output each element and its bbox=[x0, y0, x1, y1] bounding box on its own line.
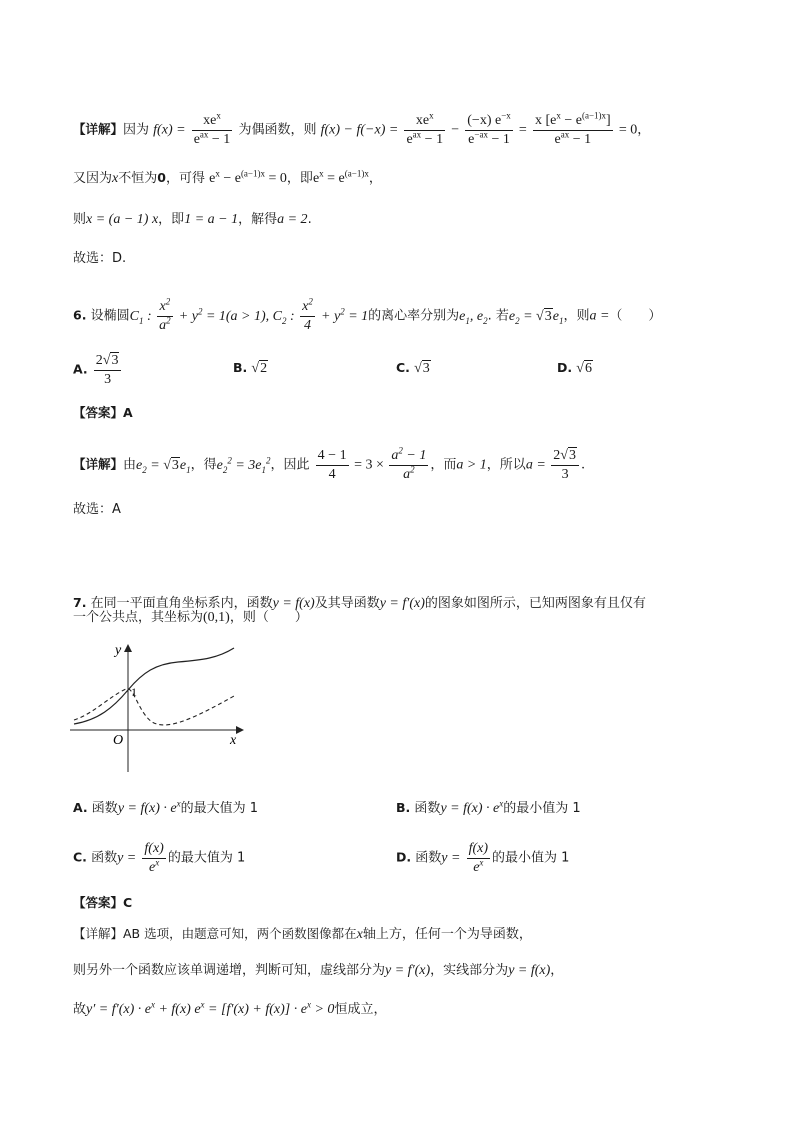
q7-stem-line1: 7. 在同一平面直角坐标系内，函数y = f(x)及其导函数y = f′(x)的图象如图所示，已知两图象有且仅有 bbox=[73, 595, 646, 611]
s5-math: − bbox=[451, 122, 460, 138]
s5-math: f(x) = bbox=[153, 122, 186, 138]
s5-math: f(x) − f(−x) = bbox=[320, 122, 399, 138]
q7-exp-line3: 故$y' = f'(x) \cdot e^x + f(x) e^x = [f'(x) + f(x)] \cdot e^x > 0$恒成立， bbox=[73, 999, 387, 1017]
q6-option-d[interactable]: D. √6 bbox=[557, 360, 592, 376]
s5-line2: 又因为x不恒为0，可得 $e^x - e^{(a-1)x} = 0$，即$e^x = e^{(a-1)x}$， bbox=[73, 168, 382, 186]
s5-line3: 则x = (a − 1) x，即1 = a − 1，解得a = 2. bbox=[73, 212, 312, 227]
q7-exp-line1: 【详解】AB 选项，由题意可知，两个函数图像都在x轴上方，任何一个为导函数， bbox=[73, 926, 532, 942]
s5-frac2: $\frac{xe^x}{e^{ax} - 1}$ bbox=[406, 110, 444, 147]
graph-y-label: y bbox=[115, 643, 122, 658]
s5-frac1: $\frac{xe^x}{e^{ax} - 1}$ bbox=[193, 110, 231, 147]
y-axis-arrow-icon bbox=[124, 644, 132, 652]
q7-option-d[interactable]: D. 函数y = $\frac{f(x)}{e^x}$ 的最小值为 1 bbox=[396, 841, 570, 875]
graph-origin-label: O bbox=[113, 733, 124, 748]
q6-explanation: 【详解】由$e_2 = √3e_1$，得$e_2^2 = 3e_1^2$，因此 $\frac{4 - 1}{4}$ = 3 × $\frac{a^2 - 1}{a^2}$ ，而a > 1，所以a = $\frac{2√3}{3}$ . bbox=[73, 445, 586, 482]
q6-option-a[interactable]: A. $\frac{2√3}{3}$ bbox=[73, 352, 123, 388]
s5-text: 因为 bbox=[123, 122, 150, 138]
s5-frac3: $\frac{(-x) e^{-x}}{e^{-ax} - 1}$ bbox=[467, 110, 511, 147]
s5-text: ， bbox=[637, 122, 651, 138]
q7-option-b[interactable]: B. 函数$y = f(x) \cdot e^x$的最小值为 1 bbox=[396, 798, 581, 816]
s5-line1 bbox=[73, 112, 650, 148]
q6-option-b[interactable]: B. √2 bbox=[233, 360, 268, 376]
q6-answer-choice: 故选：A bbox=[73, 502, 121, 517]
graph-one-label: 1 bbox=[131, 685, 137, 699]
s5-math: = bbox=[518, 122, 527, 138]
s5-frac4: $\frac{x [e^x - e^{(a-1)x}]}{e^{ax} - 1}$ bbox=[534, 110, 611, 147]
s5-math: = 0 bbox=[618, 122, 638, 138]
q7-answer: 【答案】C bbox=[73, 895, 133, 910]
q7-exp-line2: 则另外一个函数应该单调递增，判断可知，虚线部分为y = f′(x)，实线部分为y = f(x)， bbox=[73, 963, 564, 978]
q7-graph bbox=[68, 640, 248, 780]
q7-option-a[interactable]: A. 函数$y = f(x) \cdot e^x$的最大值为 1 bbox=[73, 798, 259, 816]
dashed-curve-fprime bbox=[74, 689, 234, 725]
s5-text: 为偶函数，则 bbox=[238, 122, 317, 138]
q6-option-c[interactable]: C. √3 bbox=[396, 360, 430, 376]
q7-stem-line-2nd: 一个公共点，其坐标为(0,1)，则（ ） bbox=[73, 610, 308, 625]
x-axis-arrow-icon bbox=[236, 726, 244, 734]
graph-x-label: x bbox=[230, 733, 237, 748]
q6-answer: 【答案】A bbox=[73, 405, 133, 420]
s5-answer-choice: 故选：D. bbox=[73, 251, 127, 266]
s5-xiangjie: 【详解】 bbox=[73, 121, 124, 137]
solid-curve-f bbox=[74, 648, 234, 724]
q6-stem: 6. 设椭圆$C_1$ : $\frac{x^2}{a^2}$ + $y^2 = 1(a > 1)$, $C_2$ : $\frac{x^2}{4}$ + $y^2 = 1$的离心率分别为$e_1$, $e_2$. 若$e_2 = √3e_1$，则a =（ ） bbox=[73, 296, 662, 333]
q7-option-c[interactable]: C. 函数y = $\frac{f(x)}{e^x}$ 的最大值为 1 bbox=[73, 841, 246, 875]
